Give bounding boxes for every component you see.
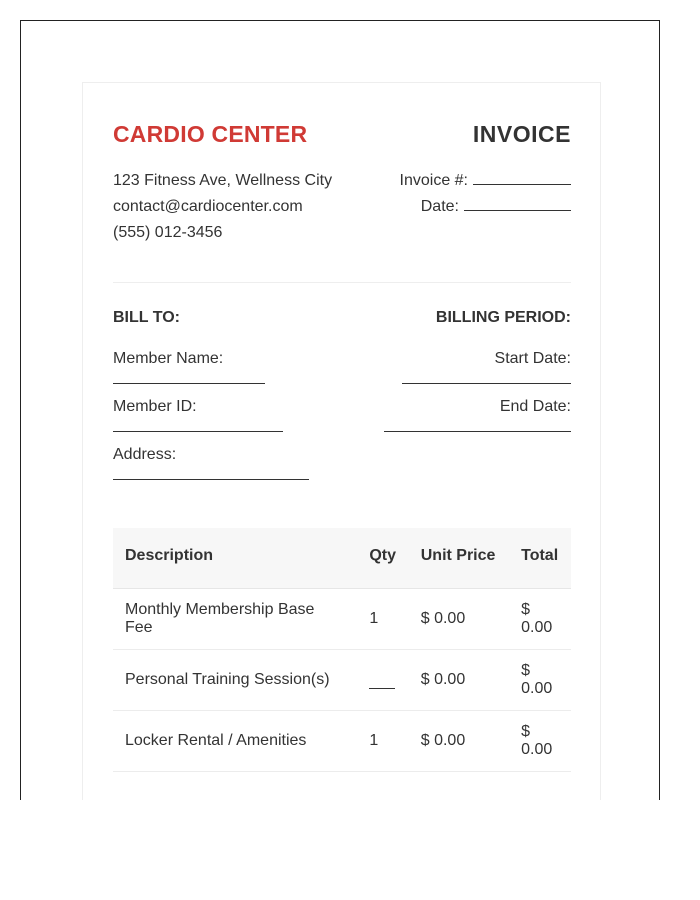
page-frame: [20, 20, 660, 800]
company-name: CARDIO CENTER: [113, 121, 308, 147]
invoice-date-blank[interactable]: [464, 196, 571, 211]
invoice-meta: [400, 168, 571, 246]
item-qty[interactable]: [357, 650, 408, 711]
invoice-card: [82, 82, 601, 800]
item-total: $ 0.00: [509, 589, 571, 650]
qty-blank[interactable]: [369, 678, 395, 689]
invoice-number-label: Invoice #:: [399, 172, 468, 189]
company-address: 123 Fitness Ave, Wellness City: [113, 172, 333, 189]
table-row: [113, 589, 571, 650]
invoice-number-blank[interactable]: [473, 170, 571, 185]
invoice-date-field: [400, 194, 571, 220]
table-row: [113, 650, 571, 711]
billing-period-block: [384, 308, 571, 480]
bill-to-block: [113, 308, 309, 480]
start-date-blank[interactable]: [402, 368, 571, 384]
member-id-blank[interactable]: [113, 416, 283, 432]
member-name-label: Member Name:: [113, 350, 224, 367]
table-header-row: [113, 528, 571, 589]
address-blank[interactable]: [113, 464, 309, 480]
start-date-field: [384, 350, 571, 384]
item-description: Monthly Membership Base Fee: [113, 589, 357, 650]
item-unit-price: $ 0.00: [409, 711, 509, 772]
company-email: contact@cardiocenter.com: [113, 198, 303, 215]
item-total: $ 0.00: [509, 650, 571, 711]
item-description: Locker Rental / Amenities: [113, 711, 357, 772]
address-label: Address:: [113, 446, 177, 463]
start-date-label: Start Date:: [494, 350, 571, 367]
item-qty: 1: [357, 589, 408, 650]
item-unit-price: $ 0.00: [409, 589, 509, 650]
member-id-field: [113, 398, 309, 432]
company-info: [113, 168, 332, 246]
bill-to-heading: BILL TO:: [113, 309, 180, 326]
invoice-header: [113, 113, 571, 148]
invoice-date-label: Date:: [420, 198, 459, 215]
billing-period-heading: BILLING PERIOD:: [435, 309, 571, 326]
member-id-label: Member ID:: [113, 398, 197, 415]
table-row: [113, 711, 571, 772]
item-description: Personal Training Session(s): [113, 650, 357, 711]
company-phone: (555) 012-3456: [113, 224, 223, 241]
end-date-label: End Date:: [499, 398, 571, 415]
invoice-content: [113, 113, 571, 772]
invoice-number-field: [400, 168, 571, 194]
end-date-field: [384, 398, 571, 432]
item-total: $ 0.00: [509, 711, 571, 772]
info-row: [113, 168, 571, 246]
item-unit-price: $ 0.00: [409, 650, 509, 711]
item-qty: 1: [357, 711, 408, 772]
line-items-table: [113, 528, 571, 772]
invoice-title: INVOICE: [472, 121, 571, 147]
billing-section: [113, 308, 571, 480]
member-name-field: [113, 350, 309, 384]
end-date-blank[interactable]: [384, 416, 571, 432]
column-header-total: Total: [509, 528, 571, 589]
column-header-qty: Qty: [357, 528, 408, 589]
column-header-unit-price: Unit Price: [409, 528, 509, 589]
column-header-description: Description: [113, 528, 357, 589]
member-name-blank[interactable]: [113, 368, 265, 384]
address-field: [113, 446, 309, 480]
section-divider: [113, 282, 571, 283]
